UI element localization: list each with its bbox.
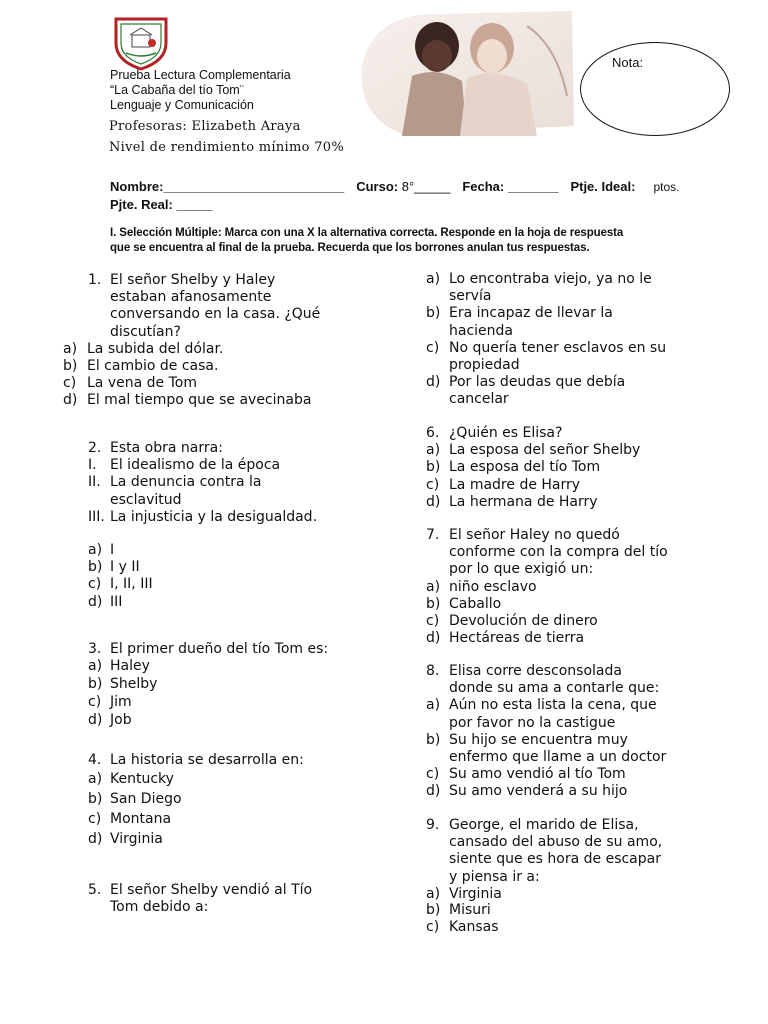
option-label: c)	[426, 766, 440, 783]
option-text-cont: hacienda	[449, 322, 513, 339]
option-text: El cambio de casa.	[87, 358, 219, 374]
question-text-q1: conversando en la casa. ¿Qué	[110, 306, 321, 323]
ptje-ideal-label: Ptje. Ideal:	[570, 179, 636, 194]
option-label: c)	[88, 693, 102, 710]
option-label: c)	[88, 810, 102, 827]
option-label: d)	[88, 593, 103, 610]
student-fields	[110, 178, 690, 213]
option-label: b)	[88, 676, 103, 692]
option-text-cont: cancelar	[449, 391, 509, 408]
option-text: La subida del dólar.	[87, 340, 224, 357]
question-number-q7: 7.	[426, 527, 440, 543]
option-text: Era incapaz de llevar la	[449, 305, 613, 322]
teacher-line: Profesoras: Elizabeth Araya	[109, 119, 301, 134]
statement-label: III.	[88, 508, 105, 525]
option-text: I	[110, 542, 115, 558]
option-text: Su hijo se encuentra muy	[449, 731, 628, 748]
statement-label: II.	[88, 474, 101, 491]
option-text: Su amo venderá a su hijo	[449, 783, 628, 800]
option-label: b)	[426, 305, 441, 322]
option-text: Virginia	[110, 830, 163, 847]
option-text: Virginia	[449, 885, 502, 902]
option-text: III	[110, 593, 123, 610]
question-number-q6: 6.	[426, 425, 440, 441]
option-text: San Diego	[110, 791, 182, 807]
option-text: La hermana de Harry	[449, 493, 598, 510]
option-text: Shelby	[110, 676, 158, 692]
option-text: Por las deudas que debía	[449, 374, 626, 391]
option-label: b)	[88, 791, 103, 807]
option-label: c)	[426, 613, 440, 629]
option-text: Misuri	[449, 902, 491, 919]
option-label: c)	[426, 476, 440, 493]
option-text: I, II, III	[110, 576, 153, 593]
option-text: Devolución de dinero	[449, 613, 598, 629]
curso-field[interactable]: 8°_____	[401, 179, 451, 194]
instructions-line-1: I. Selección Múltiple: Marca con una X la alternativa correcta. Responde en la hoja de respuesta	[110, 227, 624, 239]
question-number-q1: 1.	[88, 272, 102, 288]
option-text: I y II	[110, 559, 140, 576]
question-text-q5: El señor Shelby vendió al Tío	[110, 882, 313, 898]
statement-text: esclavitud	[110, 491, 182, 508]
option-label: d)	[426, 630, 441, 647]
option-label: a)	[63, 340, 78, 357]
question-text-q8: Elisa corre desconsolada	[449, 663, 622, 679]
option-label: b)	[426, 595, 441, 612]
question-text-q9: cansado del abuso de su amo,	[449, 834, 663, 851]
question-text-q6: ¿Quién es Elisa?	[449, 425, 563, 441]
option-text-cont: servía	[449, 288, 492, 305]
option-label: a)	[426, 442, 441, 459]
question-number-q5: 5.	[88, 882, 102, 898]
question-text-q1: discutían?	[110, 323, 181, 340]
question-text-q9: siente que es hora de escapar	[449, 851, 661, 868]
option-label: a)	[88, 771, 103, 788]
option-label: a)	[88, 542, 103, 558]
instructions-line-2: que se encuentra al final de la prueba. Recuerda que los borrones anulan tus respuestas.	[110, 242, 590, 254]
option-label: a)	[426, 578, 441, 595]
question-text-q5: Tom debido a:	[110, 899, 209, 916]
question-number-q4: 4.	[88, 752, 102, 768]
option-label: c)	[63, 375, 77, 392]
question-text-q4: La historia se desarrolla en:	[110, 752, 304, 768]
option-text: La esposa del tío Tom	[449, 459, 601, 476]
option-label: d)	[426, 374, 441, 391]
grade-circle	[580, 42, 730, 136]
ptje-real-field[interactable]: Pjte. Real: _____	[110, 197, 213, 212]
question-text-q2: Esta obra narra:	[110, 440, 223, 456]
curso-label: Curso:	[356, 179, 399, 194]
option-text: Caballo	[449, 595, 502, 612]
option-label: a)	[426, 885, 441, 902]
option-text: Job	[110, 711, 132, 728]
option-text: Kansas	[449, 919, 499, 935]
question-text-q7: El señor Haley no quedó	[449, 527, 620, 543]
question-text-q7: por lo que exigió un:	[449, 561, 594, 578]
question-number-q2: 2.	[88, 440, 102, 456]
option-label: b)	[88, 559, 103, 576]
statement-text: La denuncia contra la	[110, 474, 262, 491]
option-text: Montana	[110, 810, 172, 827]
level-line: Nivel de rendimiento mínimo 70%	[109, 140, 344, 155]
option-text: La vena de Tom	[87, 375, 197, 392]
question-number-q3: 3.	[88, 641, 102, 657]
school-crest-logo	[112, 13, 170, 71]
question-text-q8: donde su ama a contarle que:	[449, 680, 660, 697]
option-label: c)	[426, 919, 440, 935]
option-label: d)	[88, 711, 103, 728]
option-label: d)	[426, 493, 441, 510]
header-handwritten	[109, 116, 344, 158]
option-text: El mal tiempo que se avecinaba	[87, 392, 312, 409]
option-text-cont: enfermo que llame a un doctor	[449, 749, 667, 765]
option-label: a)	[426, 271, 441, 287]
option-text: No quería tener esclavos en su	[449, 339, 667, 356]
question-text-q9: George, el marido de Elisa,	[449, 817, 639, 833]
header-line-1: Prueba Lectura Complementaria	[110, 68, 291, 82]
statement-text: El idealismo de la época	[110, 457, 281, 474]
question-number-q8: 8.	[426, 663, 440, 679]
statement-label: I.	[88, 457, 97, 474]
option-text: Jim	[110, 693, 132, 710]
option-label: d)	[88, 830, 103, 847]
ptos-label: ptos.	[653, 180, 680, 194]
nota-label: Nota:	[612, 55, 644, 70]
illustration-image	[342, 6, 577, 136]
option-text: niño esclavo	[449, 578, 537, 595]
option-label: c)	[426, 339, 440, 356]
option-label: b)	[426, 731, 441, 748]
option-label: a)	[88, 658, 103, 675]
option-text: Aún no esta lista la cena, que	[449, 697, 657, 714]
fecha-field[interactable]: Fecha: _______	[462, 179, 559, 194]
statement-text: La injusticia y la desigualdad.	[110, 508, 318, 525]
question-text-q1: estaban afanosamente	[110, 289, 272, 306]
option-text: Hectáreas de tierra	[449, 630, 585, 647]
option-text: Su amo vendió al tío Tom	[449, 766, 626, 783]
option-text: La esposa del señor Shelby	[449, 442, 641, 459]
option-label: a)	[426, 697, 441, 714]
question-text-q7: conforme con la compra del tío	[449, 544, 668, 561]
option-label: d)	[426, 783, 441, 800]
option-label: d)	[63, 392, 78, 409]
option-text: La madre de Harry	[449, 476, 581, 493]
header-lines	[110, 68, 291, 113]
question-text-q3: El primer dueño del tío Tom es:	[110, 641, 329, 657]
option-text: Kentucky	[110, 771, 174, 788]
option-label: b)	[426, 459, 441, 476]
option-text: Haley	[110, 658, 150, 675]
nombre-field[interactable]: Nombre:_________________________	[110, 179, 345, 194]
question-number-q9: 9.	[426, 817, 440, 833]
question-text-q9: y piensa ir a:	[449, 868, 540, 885]
question-text-q1: El señor Shelby y Haley	[110, 272, 276, 288]
option-text-cont: propiedad	[449, 357, 520, 373]
option-label: b)	[63, 358, 78, 374]
option-label: c)	[88, 576, 102, 593]
header-line-2: “La Cabaña del tío Tom¨	[110, 83, 244, 97]
option-label: b)	[426, 902, 441, 919]
instructions	[110, 226, 670, 256]
header-line-3: Lenguaje y Comunicación	[110, 98, 254, 112]
option-text: Lo encontraba viejo, ya no le	[449, 271, 652, 287]
option-text-cont: por favor no la castigue	[449, 714, 616, 731]
